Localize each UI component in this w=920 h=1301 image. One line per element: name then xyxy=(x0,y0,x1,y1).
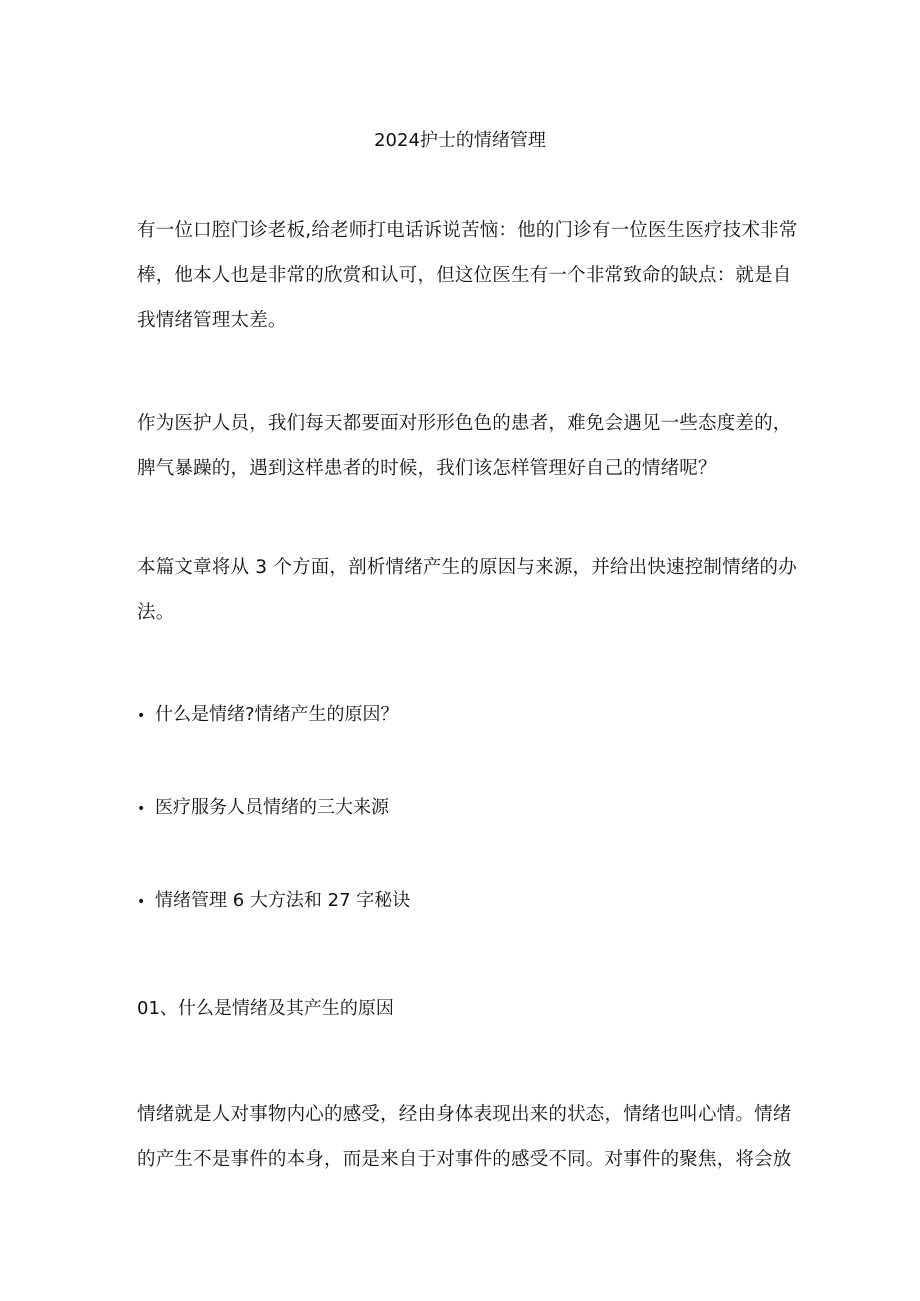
list-item-text: 医疗服务人员情绪的三大来源 xyxy=(155,797,389,818)
list-item xyxy=(137,795,807,822)
list-item-text: 情绪管理 6 大方法和 27 字秘诀 xyxy=(155,890,411,911)
section-paragraph xyxy=(137,1092,807,1182)
bullet-marker: • xyxy=(137,708,146,724)
paragraph-context xyxy=(137,401,807,491)
paragraph-line: 本篇文章将从 3 个方面，剖析情绪产生的原因与来源，并给出快速控制情绪的办 xyxy=(137,557,797,578)
paragraph-line: 情绪就是人对事物内心的感受，经由身体表现出来的状态，情绪也叫心情。情绪 xyxy=(137,1104,792,1125)
list-item xyxy=(137,702,807,729)
document-title: 2024护士的情绪管理 xyxy=(374,130,546,151)
paragraph-intro xyxy=(137,208,807,343)
paragraph-line: 作为医护人员，我们每天都要面对形形色色的患者，难免会遇见一些态度差的， xyxy=(137,413,792,434)
paragraph-overview xyxy=(137,545,807,635)
paragraph-line: 有一位口腔门诊老板,给老师打电话诉说苦恼：他的门诊有一位医生医疗技术非常 xyxy=(137,220,798,241)
paragraph-line: 法。 xyxy=(137,602,175,623)
section-heading: 01、什么是情绪及其产生的原因 xyxy=(137,998,394,1019)
bullet-marker: • xyxy=(137,894,146,910)
paragraph-line: 的产生不是事件的本身，而是来自于对事件的感受不同。对事件的聚焦，将会放 xyxy=(137,1149,792,1170)
list-item-text: 什么是情绪?情绪产生的原因？ xyxy=(155,704,399,725)
paragraph-line: 棒，他本人也是非常的欣赏和认可，但这位医生有一个非常致命的缺点：就是自 xyxy=(137,265,792,286)
list-item xyxy=(137,888,807,915)
paragraph-line: 脾气暴躁的，遇到这样患者的时候，我们该怎样管理好自己的情绪呢？ xyxy=(137,458,717,479)
paragraph-line: 我情绪管理太差。 xyxy=(137,310,287,331)
bullet-marker: • xyxy=(137,801,146,817)
